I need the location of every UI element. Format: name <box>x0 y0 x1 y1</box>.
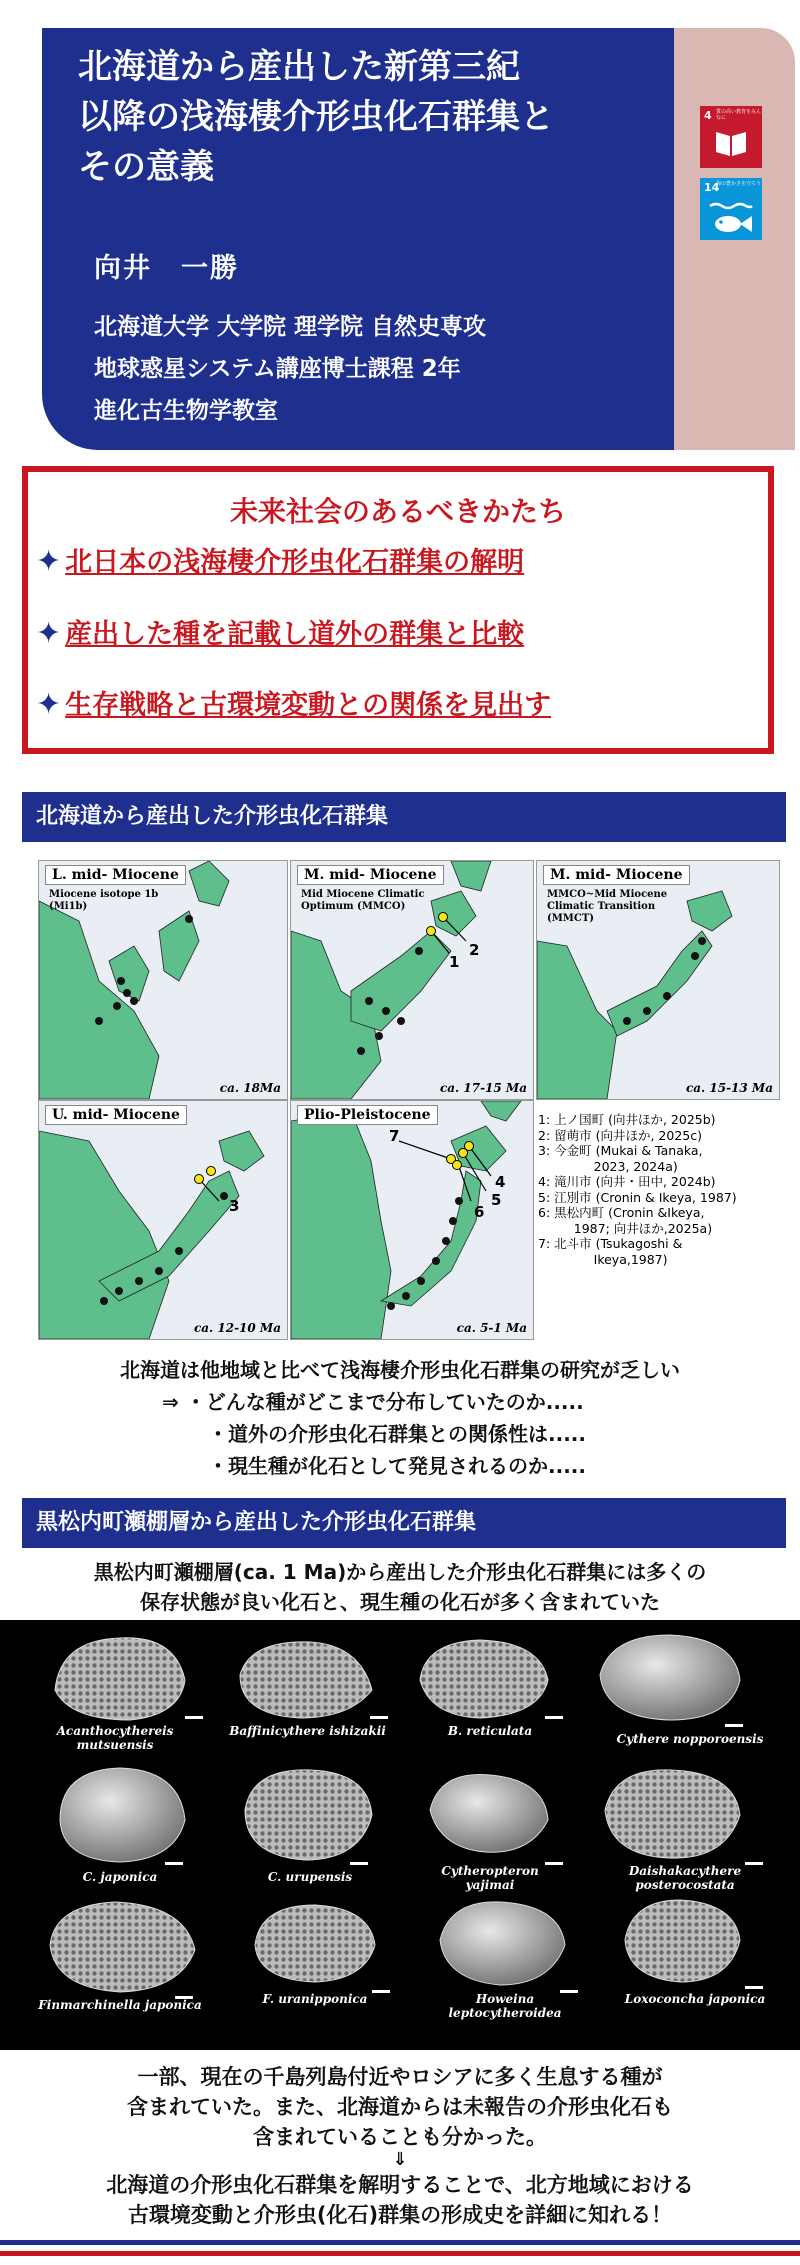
species-caption: F. uranipponica <box>262 1992 368 2006</box>
summary-lead: 北海道は他地域と比べて浅海棲介形虫化石群集の研究が乏しい <box>120 1358 680 1382</box>
species-caption: Acanthocythereis mutsuensis <box>56 1724 174 1752</box>
star-bullet-icon: ✦ <box>36 616 62 651</box>
star-bullet-icon: ✦ <box>36 687 62 722</box>
paleomap <box>290 860 534 1100</box>
species-caption: Finmarchinella japonica <box>38 1998 202 2012</box>
poster-title: 北海道から産出した新第三紀 以降の浅海棲介形虫化石群集と その意義 <box>78 47 554 187</box>
locality-number: 3 <box>229 1197 240 1215</box>
species-caption: Daishakacythere posterocostata <box>628 1864 742 1892</box>
map-epoch-label: M. mid- Miocene <box>297 865 444 885</box>
species-caption: Baffinicythere ishizakii <box>229 1724 386 1738</box>
goal-item: ✦ 生存戦略と古環境変動との関係を見出す <box>36 687 552 722</box>
species-caption: Loxoconcha japonica <box>624 1992 766 2006</box>
conclusion-text: 北海道の介形虫化石群集を解明することで、北方地域における 古環境変動と介形虫(化石)群集の形成史を詳細に知れる！ <box>106 2173 694 2227</box>
map-epoch-label: Plio-Pleistocene <box>297 1105 438 1125</box>
map-event-label: Mid Miocene Climatic Optimum (MMCO) <box>301 889 425 912</box>
paleomap <box>38 1100 288 1340</box>
locality-number: 7 <box>389 1127 400 1145</box>
species-caption: C. urupensis <box>267 1870 353 1884</box>
section-intro: 黒松内町瀬棚層(ca. 1 Ma)から産出した介形虫化石群集には多くの <box>93 1560 707 1584</box>
sdg-14-icon: 14 海の豊かさを守ろう <box>700 178 762 240</box>
section-intro: 保存状態が良い化石と、現生種の化石が多く含まれていた <box>140 1590 660 1614</box>
map-event-label: MMCO~Mid Miocene Climatic Transition (MMCT) <box>547 889 668 924</box>
locality-number: 6 <box>474 1203 485 1221</box>
map-epoch-label: M. mid- Miocene <box>543 865 690 885</box>
species-caption: Cytheropteron yajimai <box>441 1864 539 1892</box>
map-age-label: ca. 18Ma <box>219 1081 281 1095</box>
map-epoch-label: L. mid- Miocene <box>45 865 186 885</box>
species-caption: B. reticulata <box>447 1724 533 1738</box>
locality-number: 4 <box>495 1173 506 1191</box>
star-bullet-icon: ✦ <box>36 544 62 579</box>
map-age-label: ca. 5-1 Ma <box>456 1321 527 1335</box>
map-age-label: ca. 15-13 Ma <box>685 1081 773 1095</box>
species-caption: Cythere nopporoensis <box>616 1732 764 1746</box>
affiliation: 北海道大学 大学院 理学院 自然史専攻 地球惑星システム講座博士課程 2年 進化古生物学教室 <box>94 314 487 424</box>
question-item: ・道外の介形虫化石群集との関係性は..... <box>208 1422 586 1446</box>
section-heading: 黒松内町瀬棚層から産出した介形虫化石群集 <box>22 1498 786 1548</box>
question-item: ⇒ ・どんな種がどこまで分布していたのか..... <box>162 1390 584 1414</box>
goals-heading: 未来社会のあるべきかたち <box>229 495 566 528</box>
species-caption: C. japonica <box>82 1870 158 1884</box>
footer-stripe <box>0 2247 800 2250</box>
book-icon <box>714 128 748 158</box>
goal-item: ✦ 北日本の浅海棲介形虫化石群集の解明 <box>36 544 525 579</box>
footer-stripe <box>0 2240 800 2245</box>
paleomap <box>290 1100 534 1340</box>
findings-text: 一部、現在の千島列島付近やロシアに多く生息する種が 含まれていた。また、北海道からは未報告の介形虫化石も 含まれていることも分かった。 <box>127 2065 673 2149</box>
locality-legend: 1: 上ノ国町 (向井ほか, 2025b) 2: 留萌市 (向井ほか, 2025c) 3: 今金町 (Mukai & Tanaka, 2023, 2024a) 4: 滝川市 (向井・田中, 2024b) 5: 江別市 (Cronin & Ikeya, 1987) 6: 黒松内町 (Cronin &Ikeya, 1987; 向井ほか,2025a) 7: 北斗市 (Tsukagoshi & Ikeya,1987) <box>538 1112 737 1267</box>
goal-item: ✦ 産出した種を記載し道外の群集と比較 <box>36 616 525 651</box>
sdg-4-icon: 4 質の高い教育をみんなに <box>700 106 762 168</box>
map-event-label: Miocene isotope 1b (Mi1b) <box>49 889 159 912</box>
fossil-plate <box>0 1620 800 2050</box>
species-caption: Howeina leptocytheroidea <box>448 1992 562 2020</box>
locality-number: 5 <box>491 1191 502 1209</box>
paleomap <box>536 860 780 1100</box>
map-age-label: ca. 12-10 Ma <box>193 1321 281 1335</box>
down-arrow-icon: ⇓ <box>392 2149 408 2170</box>
locality-number: 1 <box>449 953 460 971</box>
footer-stripe <box>0 2251 800 2256</box>
section-heading: 北海道から産出した介形虫化石群集 <box>22 792 786 842</box>
question-item: ・現生種が化石として発見されるのか..... <box>208 1454 586 1478</box>
author-name: 向井 一勝 <box>94 253 239 284</box>
map-epoch-label: U. mid- Miocene <box>45 1105 187 1125</box>
locality-number: 2 <box>469 941 480 959</box>
fish-icon <box>708 202 754 236</box>
map-age-label: ca. 17-15 Ma <box>439 1081 527 1095</box>
paleomap <box>38 860 288 1100</box>
